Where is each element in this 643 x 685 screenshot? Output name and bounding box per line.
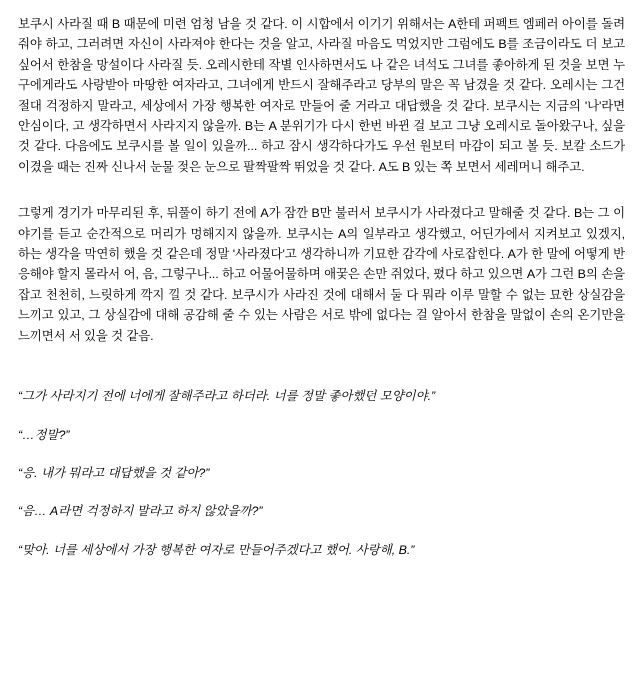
paragraph-1: 보쿠시 사라질 때 B 때문에 미련 엄청 남을 것 같다. 이 시합에서 이기기 위해서는 A한테 퍼펙트 엠페러 아이를 돌려줘야 하고, 그러려면 자신이 사라져야 한다는 것을 알고, 사라질 마음도 먹었지만 그럼에도 B를 조금이라도 더 보고 싶어서 한참을 망설이다 사라질 듯. 오레시한테 작별 인사하면서도 나 같은 녀석도 그녀를 좋아하게 된 것을 보면 누구에게라도 사랑받아 마땅한 여자라고, 그녀에게 반드시 잘해주라고 당부의 말은 꼭 남겼을 것 같다. 오레시는 그건 절대 걱정하지 말라고, 세상에서 가장 행복한 여자로 만들어 줄 거라고 대답했을 것 같다. 보쿠시는 지금의 '나'라면 안심이다, 고 생각하면서 사라지지 않을까. B는 A 분위기가 다시 한번 바뀐 걸 보고 그냥 오레시로 돌아왔구나, 싶을 것 같다. 다음에도 보쿠시를 볼 일이 있을까... 하고 잠시 생각하다가도 우선 원보터 마감이 되고 볼 듯. 보칼 소드가 이겼을 때는 진짜 신나서 눈물 젖은 눈으로 팔짝팔짝 뛰었을 것 같다. A도 B 있는 쪽 보면서 세레머니 해주고. — [18, 17, 625, 174]
dialogue-line-3: “응. 내가 뭐라고 대답했을 것 같아?” — [18, 465, 210, 480]
dialogue-line-2: “…정말?” — [18, 427, 70, 442]
dialogue-section-spacer — [18, 346, 625, 386]
paragraph-spacer-1 — [18, 177, 625, 203]
paragraph-2: 그렇게 경기가 마무리된 후, 뒤풀이 하기 전에 A가 잠깐 B만 불러서 보쿠시가 사라졌다고 말해줄 것 같다. B는 그 이야기를 듣고 순간적으로 머리가 멍해지지 않을까. 보쿠시는 A의 일부라고 생각했고, 어딘가에서 지켜보고 있겠지, 하는 생각을 막연히 했을 것 같은데 정말 '사라졌다'고 생각하니까 기묘한 감각에 사로잡힌다. A가 한 말에 어떻게 반응해야 할지 몰라서 어, 음, 그렇구나... 하고 어물어물하며 애꿎은 손만 쥐었다, 폈다 하고 있으면 A가 그런 B의 손을 잡고 천천히, 느릿하게 깍지 낄 것 같다. 보쿠시가 사라진 것에 대해서 둘 다 뭐라 이루 말할 수 없는 묘한 상실감을 느끼고 있고, 그 상실감에 대해 공감해 줄 수 있는 사람은 서로 밖에 없다는 걸 알아서 한참을 말없이 손의 온기만을 느끼면서 서 있을 것 같음. — [18, 206, 625, 343]
dialogue-line-1: “그가 사라지기 전에 너에게 잘해주라고 하더라. 너를 정말 좋아했던 모양이야.” — [18, 389, 436, 404]
dialogue-line-5: “맞아. 너를 세상에서 가장 행복한 여자로 만들어주겠다고 했어. 사랑해, B.” — [18, 542, 415, 557]
dialogue-line-4: “음… A라면 걱정하지 말라고 하지 않았을까?” — [18, 504, 263, 519]
